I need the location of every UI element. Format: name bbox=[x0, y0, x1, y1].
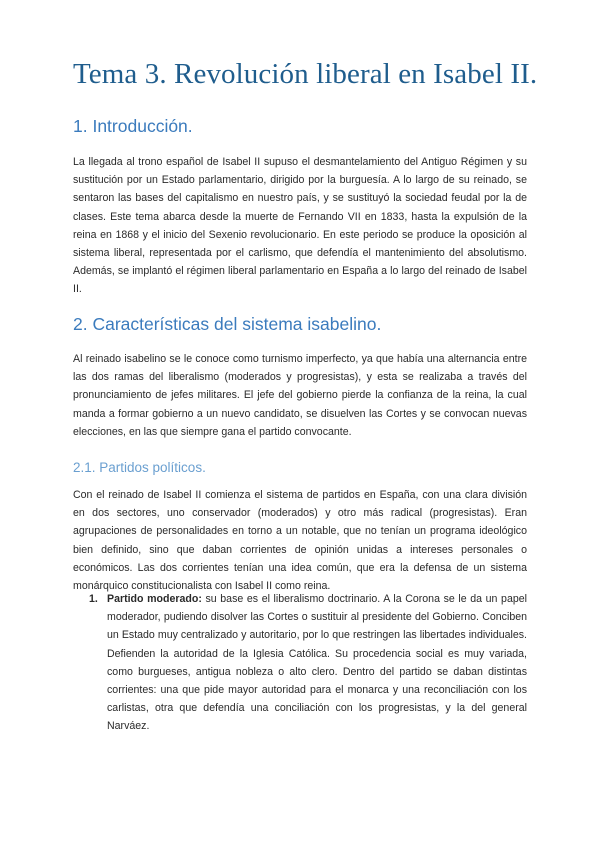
list-item-term: Partido moderado: bbox=[107, 593, 202, 605]
list-item bbox=[73, 590, 527, 736]
section-paragraph-caracteristicas: Al reinado isabelino se le conoce como turnismo imperfecto, ya que había una alternancia entre las dos ramas del liberalismo (moderados y progresistas), y esta se realizaba a través del pronunciamiento de jefes militares. El jefe del gobierno pierde la confianza de la reina, la cual manda a formar gobierno a un nuevo candidato, se disuelven las Cortes y se convocan nuevas elecciones, en las que siempre gana el partido convocante. bbox=[73, 353, 527, 438]
parties-list bbox=[73, 590, 527, 736]
list-item-number: 1. bbox=[89, 593, 98, 605]
section-paragraph-introduccion: La llegada al trono español de Isabel II supuso el desmantelamiento del Antiguo Régimen y su sustitución por un Estado parlamentario, dirigido por la burguesía. A lo largo de su reinado, se sentaron las bases del capitalismo en nuestro país, y se sustituyó la sociedad feudal por la de clases. Este tema abarca desde la muerte de Fernando VII en 1833, hasta la expulsión de la reina en 1868 y el inicio del Sexenio revolucionario. En este periodo se produce la oposición al sistema liberal, representada por el carlismo, que defendía el mantenimiento del absolutismo. Además, se implantó el régimen liberal parlamentario en España a lo largo del reinado de Isabel II. bbox=[73, 156, 527, 296]
section-heading-caracteristicas: 2. Características del sistema isabelino. bbox=[73, 314, 382, 334]
section-heading-introduccion: 1. Introducción. bbox=[73, 116, 193, 136]
page-title: Tema 3. Revolución liberal en Isabel II. bbox=[73, 58, 538, 90]
subsection-heading-partidos: 2.1. Partidos políticos. bbox=[73, 460, 206, 475]
subsection-paragraph-partidos: Con el reinado de Isabel II comienza el sistema de partidos en España, con una clara división en dos sectores, uno conservador (moderados) y otro más radical (progresistas). Eran agrupaciones de personalidades en torno a un notable, que no tenían un programa ideológico bien definido, sino que daban corrientes de opinión unidas a intereses personales o económicos. Las dos corrientes tenían una idea común, que era la defensa de un sistema monárquico constitucionalista con Isabel II como reina. bbox=[73, 489, 527, 593]
list-item-text: su base es el liberalismo doctrinario. A la Corona se le da un papel moderador, pudiendo disolver las Cortes o sustituir al presidente del Gobierno. Conciben un Estado muy centralizado y autoritario, por lo que restringen las libertades individuales. Defienden la autoridad de la Iglesia Católica. Su procedencia social es muy variada, como burgueses, antigua nobleza o alto clero. Dentro del partido se daban distintas corrientes: una que pide mayor autoridad para el monarca y una reconciliación con los carlistas, otra que defendía una conciliación con los progresistas, y la del general Narváez. bbox=[107, 593, 527, 733]
